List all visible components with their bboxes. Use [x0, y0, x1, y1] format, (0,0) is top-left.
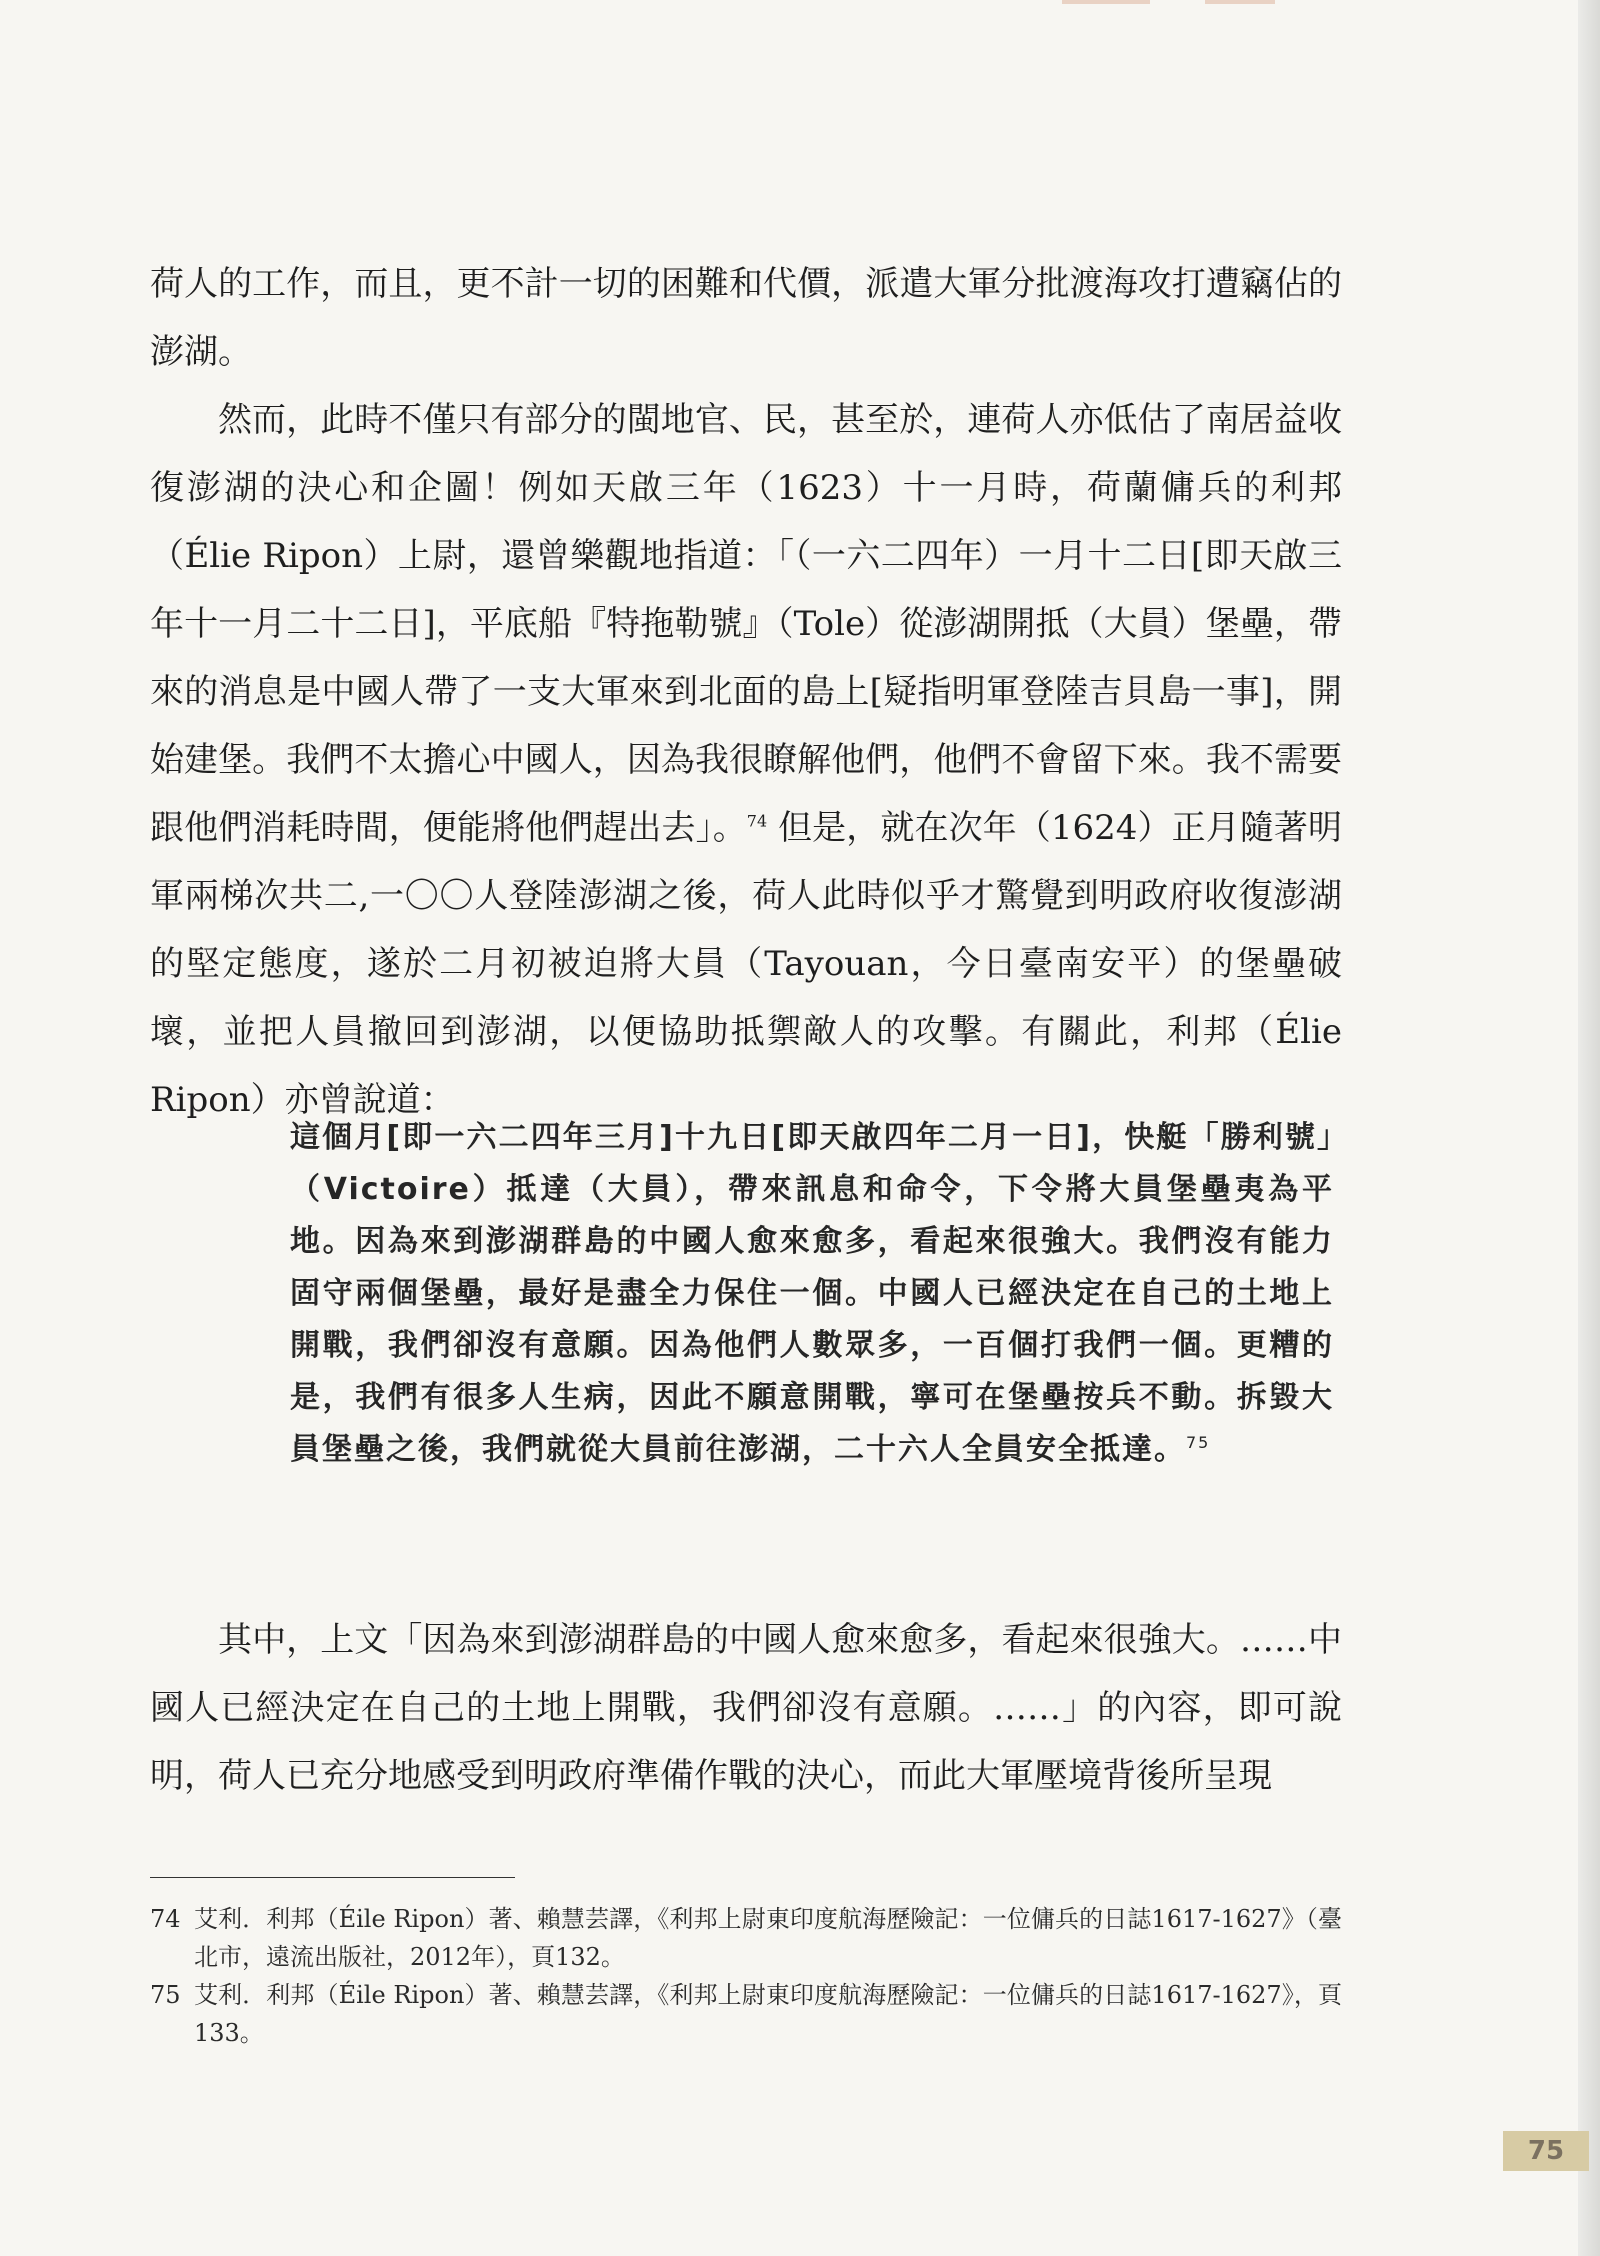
block-quote [290, 1112, 1334, 1476]
footnote-ref-74: 74 [746, 811, 768, 831]
top-mark-right [1205, 0, 1275, 4]
page-number: 75 [1503, 2131, 1589, 2171]
footnote-text: 艾利．利邦（Éile Ripon）著、賴慧芸譯，《利邦上尉東印度航海歷險記：一位傭兵的日誌1617-1627》（臺北市，遠流出版社，2012年），頁132。 [194, 1905, 1342, 1971]
page-edge [1578, 0, 1600, 2256]
paragraph-1: 荷人的工作，而且，更不計一切的困難和代價，派遣大軍分批渡海攻打遭竊佔的澎湖。 [150, 264, 1342, 372]
footnote-divider [150, 1877, 515, 1878]
footnote-text: 艾利．利邦（Éile Ripon）著、賴慧芸譯，《利邦上尉東印度航海歷險記：一位傭兵的日誌1617-1627》，頁133。 [194, 1981, 1342, 2047]
top-mark-left [1062, 0, 1150, 4]
paragraph-2-text: 然而，此時不僅只有部分的閩地官、民，甚至於，連荷人亦低估了南居益收復澎湖的決心和企圖！例如天啟三年（1623）十一月時，荷蘭傭兵的利邦（Élie Ripon）上尉，還曾樂觀地指道：「（一六二四年）一月十二日[即天啟三年十一月二十二日]，平底船『特拖勒號』（Tole）從澎湖開抵（大員）堡壘，帶來的消息是中國人帶了一支大軍來到北面的島上[疑指明軍登陸吉貝島一事]，開始建堡。我們不太擔心中國人，因為我很瞭解他們，他們不會留下來。我不需要跟他們消耗時間，便能將他們趕出去」。 [150, 400, 1342, 848]
block-quote-text: 這個月[即一六二四年三月]十九日[即天啟四年二月一日]，快艇「勝利號」（Victoire）抵達（大員），帶來訊息和命令，下令將大員堡壘夷為平地。因為來到澎湖群島的中國人愈來愈多，看起來很強大。我們沒有能力固守兩個堡壘，最好是盡全力保住一個。中國人已經決定在自己的土地上開戰，我們卻沒有意願。因為他們人數眾多，一百個打我們一個。更糟的是，我們有很多人生病，因此不願意開戰，寧可在堡壘按兵不動。拆毀大員堡壘之後，我們就從大員前往澎湖，二十六人全員安全抵達。 [290, 1120, 1334, 1467]
closing-text [150, 1606, 1342, 1810]
main-text [150, 250, 1342, 1134]
footnote-number: 74 [150, 1905, 181, 1933]
footnote-75 [150, 1976, 1342, 2052]
closing-paragraph: 其中，上文「因為來到澎湖群島的中國人愈來愈多，看起來很強大。……中國人已經決定在自己的土地上開戰，我們卻沒有意願。……」的內容，即可說明，荷人已充分地感受到明政府準備作戰的決心，而此大軍壓境背後所呈現 [150, 1620, 1342, 1796]
footnote-number: 75 [150, 1981, 181, 2009]
paragraph-2-continuation: 但是，就在次年（1624）正月隨著明軍兩梯次共二,一〇〇人登陸澎湖之後，荷人此時似乎才驚覺到明政府收復澎湖的堅定態度，遂於二月初被迫將大員（Tayouan，今日臺南安平）的堡壘破壞，並把人員撤回到澎湖，以便協助抵禦敵人的攻擊。有關此，利邦（Élie Ripon）亦曾說道： [150, 808, 1343, 1120]
footnote-ref-75: 75 [1186, 1433, 1211, 1452]
footnote-74 [150, 1900, 1342, 1976]
footnotes [150, 1900, 1342, 2052]
paragraph-2 [150, 386, 1342, 1134]
